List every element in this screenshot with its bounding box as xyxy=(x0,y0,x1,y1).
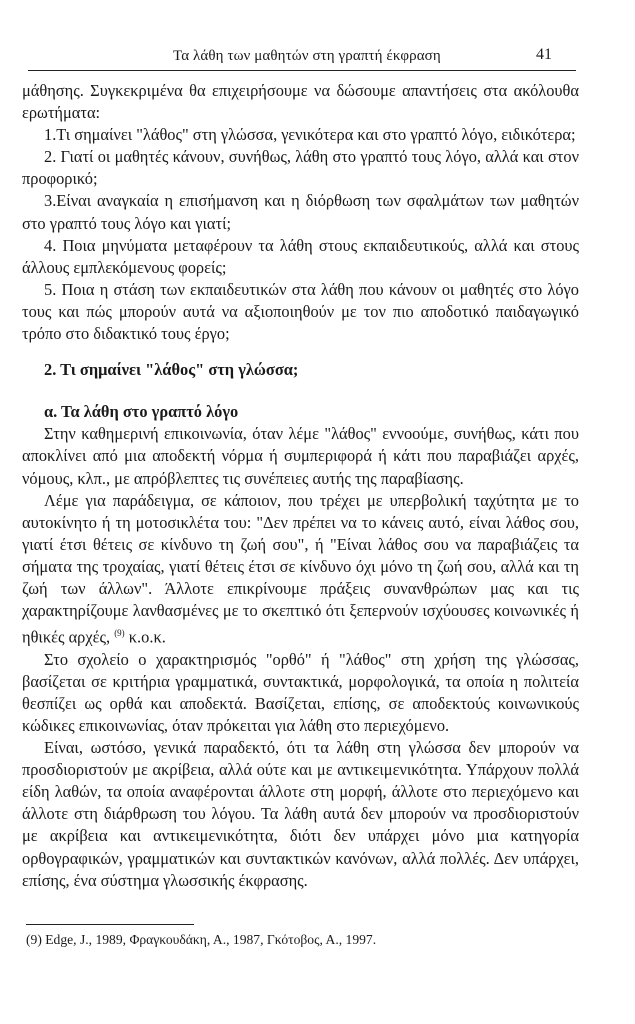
paragraph-2 xyxy=(22,490,579,649)
question-5: 5. Ποια η στάση των εκπαιδευτικών στα λάθη που κάνουν οι μαθητές στο λόγο τους και πώς μπορούν αυτά να αξιοποιηθούν με τον πιο αποδοτικό παιδαγωγικό τρόπο στο διδακτικό τους έργο; xyxy=(22,279,579,344)
question-4: 4. Ποια μηνύματα μεταφέρουν τα λάθη στους εκπαιδευτικούς, αλλά και στους άλλους εμπλεκόμενους φορείς; xyxy=(22,235,579,277)
paragraph-2-ending: κ.ο.κ. xyxy=(128,627,166,647)
intro-paragraph: μάθησης. Συγκεκριμένα θα επιχειρήσουμε να δώσουμε απαντήσεις στα ακόλουθα ερωτήματα: xyxy=(22,81,579,123)
paragraph-4: Είναι, ωστόσο, γενικά παραδεκτό, ότι τα λάθη στη γλώσσα δεν μπορούν να προσδιοριστούν με ακρίβεια, αλλά ούτε και με αντικειμενικότητα. Υπάρχουν πολλά είδη λαθών, τα οποία αναφέρονται άλλοτε στη μορφή, άλλοτε στο περιεχόμενο και άλλοτε στη διάρθρωση του λόγου. Τα λάθη αυτά δεν μπορούν να προσδιοριστούν με ακρίβεια και αντικειμενικότητα, διότι δεν υπάρχει μόνο μια κατηγορία ορθογραφικών, γραμματικών και συντακτικών κανόνων, αλλά πολλές. Δεν υπάρχει, επίσης, ένα σύστημα γλωσσικής έκφρασης. xyxy=(22,738,579,890)
paragraph-2-text: Λέμε για παράδειγμα, σε κάποιον, που τρέχει με υπερβολική ταχύτητα με το αυτοκίνητο ή τη μοτοσικλέτα του: "Δεν πρέπει να το κάνεις αυτό, είναι λάθος σου, γιατί έτσι θέτεις σε κίνδυνο τη ζωή σου", ή "Είναι λάθος σου να παραβιάζεις τα σήματα της τροχαίας, γιατί θέτεις έτσι σε κίνδυνο όχι μόνο τη ζωή σου, αλλά και τη ζωή των άλλων". Άλλοτε επικρίνουμε πράξεις συνανθρώπων μας και τις χαρακτηρίζουμε λανθασμένες με το σκεπτικό ότι ξεπερνούν ισχύουσες κοινωνικές ή ηθικές αρχές, xyxy=(22,490,579,647)
running-header xyxy=(28,44,576,71)
question-2: 2. Γιατί οι μαθητές κάνουν, συνήθως, λάθη στο γραπτό τους λόγο, αλλά και στον προφορικό; xyxy=(22,147,579,189)
paragraph-1: Στην καθημερινή επικοινωνία, όταν λέμε "λάθος" εννοούμε, συνήθως, κάτι που αποκλίνει από μια αποδεκτή νόρμα ή συμπεριφορά ή κάτι που παραβιάζει αρχές, νόμους, κλπ., με απρόβλεπτες τις συνέπειες αυτής της παραβίασης. xyxy=(22,424,579,488)
footnote: (9) Edge, J., 1989, Φραγκουδάκη, Α., 1987, Γκότοβος, Α., 1997. xyxy=(26,932,377,947)
subsection-heading: α. Τα λάθη στο γραπτό λόγο xyxy=(44,402,239,422)
paragraph-3: Στο σχολείο ο χαρακτηρισμός "ορθό" ή "λάθος" στη χρήση της γλώσσας, βασίζεται σε κριτήρια γραμματικά, συντακτικά, μορφολογικά, τα οποία η πολιτεία θεσπίζει ως ορθά και αποδεκτά. Βασίζεται, επίσης, σε αποδεκτούς κοινωνικούς κώδικες επικοινωνίας, όταν πρόκειται για λάθη στο περιεχόμενο. xyxy=(22,649,579,735)
page-number: 41 xyxy=(536,46,552,63)
footnote-marker: (9) xyxy=(114,628,125,639)
spacer xyxy=(22,381,579,401)
body-text xyxy=(22,80,579,892)
header-title: Τα λάθη των μαθητών στη γραπτή έκφραση xyxy=(173,48,441,64)
section-heading: 2. Τι σημαίνει "λάθος" στη γλώσσα; xyxy=(44,360,299,380)
question-1: 1.Τι σημαίνει "λάθος" στη γλώσσα, γενικότερα και στο γραπτό λόγο, ειδικότερα; xyxy=(44,125,576,145)
question-3: 3.Είναι αναγκαία η επισήμανση και η διόρθωση των σφαλμάτων των μαθητών στο γραπτό τους λόγο και γιατί; xyxy=(22,191,579,233)
footnote-divider xyxy=(26,924,194,925)
spacer xyxy=(22,345,579,359)
